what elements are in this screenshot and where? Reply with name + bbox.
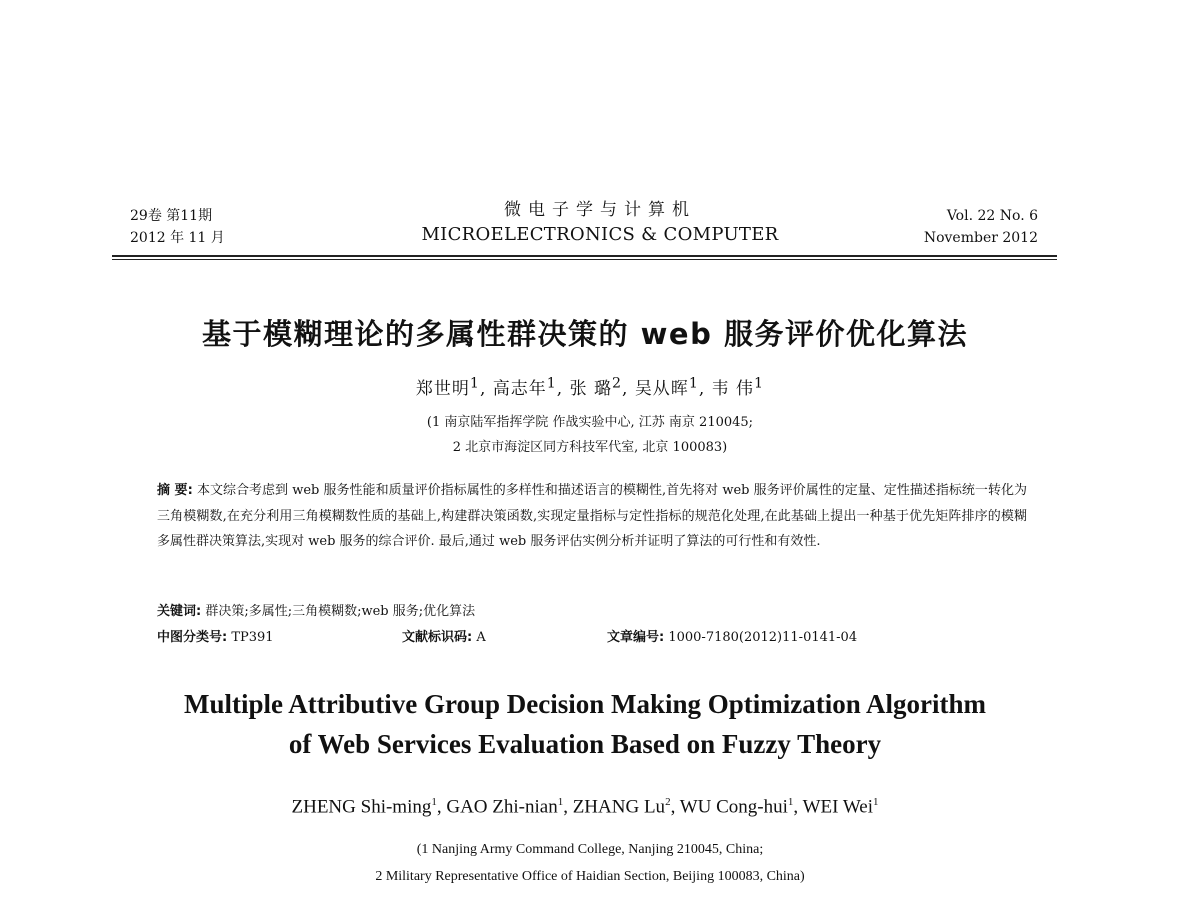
affiliation-cn-1: (1 南京陆军指挥学院 作战实验中心, 江苏 南京 210045; <box>426 415 754 430</box>
header-rule-thin <box>112 259 1057 260</box>
paper-title-en-line2: of Web Services Evaluation Based on Fuzzy Theory <box>288 729 882 759</box>
paper-title-en-line1: Multiple Attributive Group Decision Making Optimization Algorithm <box>183 689 986 719</box>
document-code-value: A <box>476 630 486 645</box>
affiliation-en-2: 2 Military Representative Office of Haidian Section, Beijing 100083, China) <box>375 869 805 884</box>
author-name-en: ZHANG Lu <box>572 796 666 818</box>
clc-number <box>157 626 274 645</box>
document-code-label: 文献标识码: <box>402 630 473 645</box>
author-name: 吴从晖 <box>634 379 689 399</box>
author-affil-mark: 1 <box>431 796 437 808</box>
author-affil-mark: 1 <box>754 375 765 392</box>
author-name: 郑世明 <box>415 379 470 399</box>
paper-title-en <box>0 684 1170 764</box>
author-affil-mark: 2 <box>611 375 622 392</box>
keywords-text: 群决策;多属性;三角模糊数;web 服务;优化算法 <box>205 604 476 619</box>
author-name-en: ZHENG Shi-ming <box>291 796 432 818</box>
article-number <box>607 626 857 645</box>
article-number-label: 文章编号: <box>607 630 665 645</box>
author-affil-mark: 1 <box>873 796 879 808</box>
abstract-label: 摘 要: <box>157 483 193 498</box>
author-name-en: WU Cong-hui <box>679 796 788 818</box>
author-name: 韦 伟 <box>711 379 755 399</box>
clc-label: 中图分类号: <box>157 630 228 645</box>
affiliation-en-1: (1 Nanjing Army Command College, Nanjing 210045, China; <box>416 842 764 857</box>
keywords-cn <box>157 600 475 619</box>
abstract-text: 本文综合考虑到 web 服务性能和质量评价指标属性的多样性和描述语言的模糊性,首先将对 web 服务评价属性的定量、定性描述指标统一转化为三角模糊数,在充分利用三角模糊数性质的基础上,构建群决策函数,实现定量指标与定性指标的规范化处理,在此基础上提出一种基于优先矩阵排序的模糊多属性群决策算法,实现对 web 服务的综合评价. 最后,通过 web 服务评估实例分析并证明了算法的可行性和有效性. <box>157 483 1027 549</box>
author-affil-mark: 1 <box>557 796 564 808</box>
author-affil-mark: 2 <box>665 796 671 808</box>
author-list-cn: 郑世明$^1$, 高志年$^1$, 张 璐$^2$, 吴从晖$^1$, 韦 伟$^1$ <box>415 375 765 399</box>
author-name-en: WEI Wei <box>802 796 873 818</box>
author-name-en: GAO Zhi-nian <box>446 796 558 818</box>
issue-info-en <box>924 205 1038 249</box>
volume-issue-en: Vol. 22 No. 6 <box>946 208 1038 224</box>
author-name: 高志年 <box>492 379 547 399</box>
article-number-value: 1000-7180(2012)11-0141-04 <box>668 630 858 645</box>
keywords-label: 关键词: <box>157 604 202 619</box>
issue-date-en: November 2012 <box>923 230 1038 246</box>
header-rule-thick <box>112 255 1057 257</box>
journal-name <box>360 198 840 248</box>
author-affil-mark: 1 <box>469 375 480 392</box>
abstract-cn <box>157 478 1027 555</box>
author-affil-mark: 1 <box>546 375 557 392</box>
paper-title-cn: 基于模糊理论的多属性群决策的 web 服务评价优化算法 <box>202 317 968 351</box>
journal-name-en: MICROELECTRONICS & COMPUTER <box>421 224 779 245</box>
author-affil-mark: 1 <box>688 375 699 392</box>
issue-date: 2012 年 11 月 <box>130 230 225 246</box>
clc-value: TP391 <box>231 630 274 645</box>
volume-issue: 29卷 第11期 <box>130 208 213 224</box>
author-list-en: ZHENG Shi-ming$^1$, GAO Zhi-nian$^1$, ZHANG Lu$^2$, WU Cong-hui$^1$, WEI Wei$^1$ <box>291 796 879 818</box>
author-name: 张 璐 <box>569 379 612 399</box>
author-affil-mark: 1 <box>787 796 794 808</box>
journal-name-cn: 微电子学与计算机 <box>504 200 696 220</box>
affiliation-cn-2: 2 北京市海淀区同方科技军代室, 北京 100083) <box>452 440 728 455</box>
issue-info <box>130 205 225 249</box>
document-code <box>402 626 486 645</box>
